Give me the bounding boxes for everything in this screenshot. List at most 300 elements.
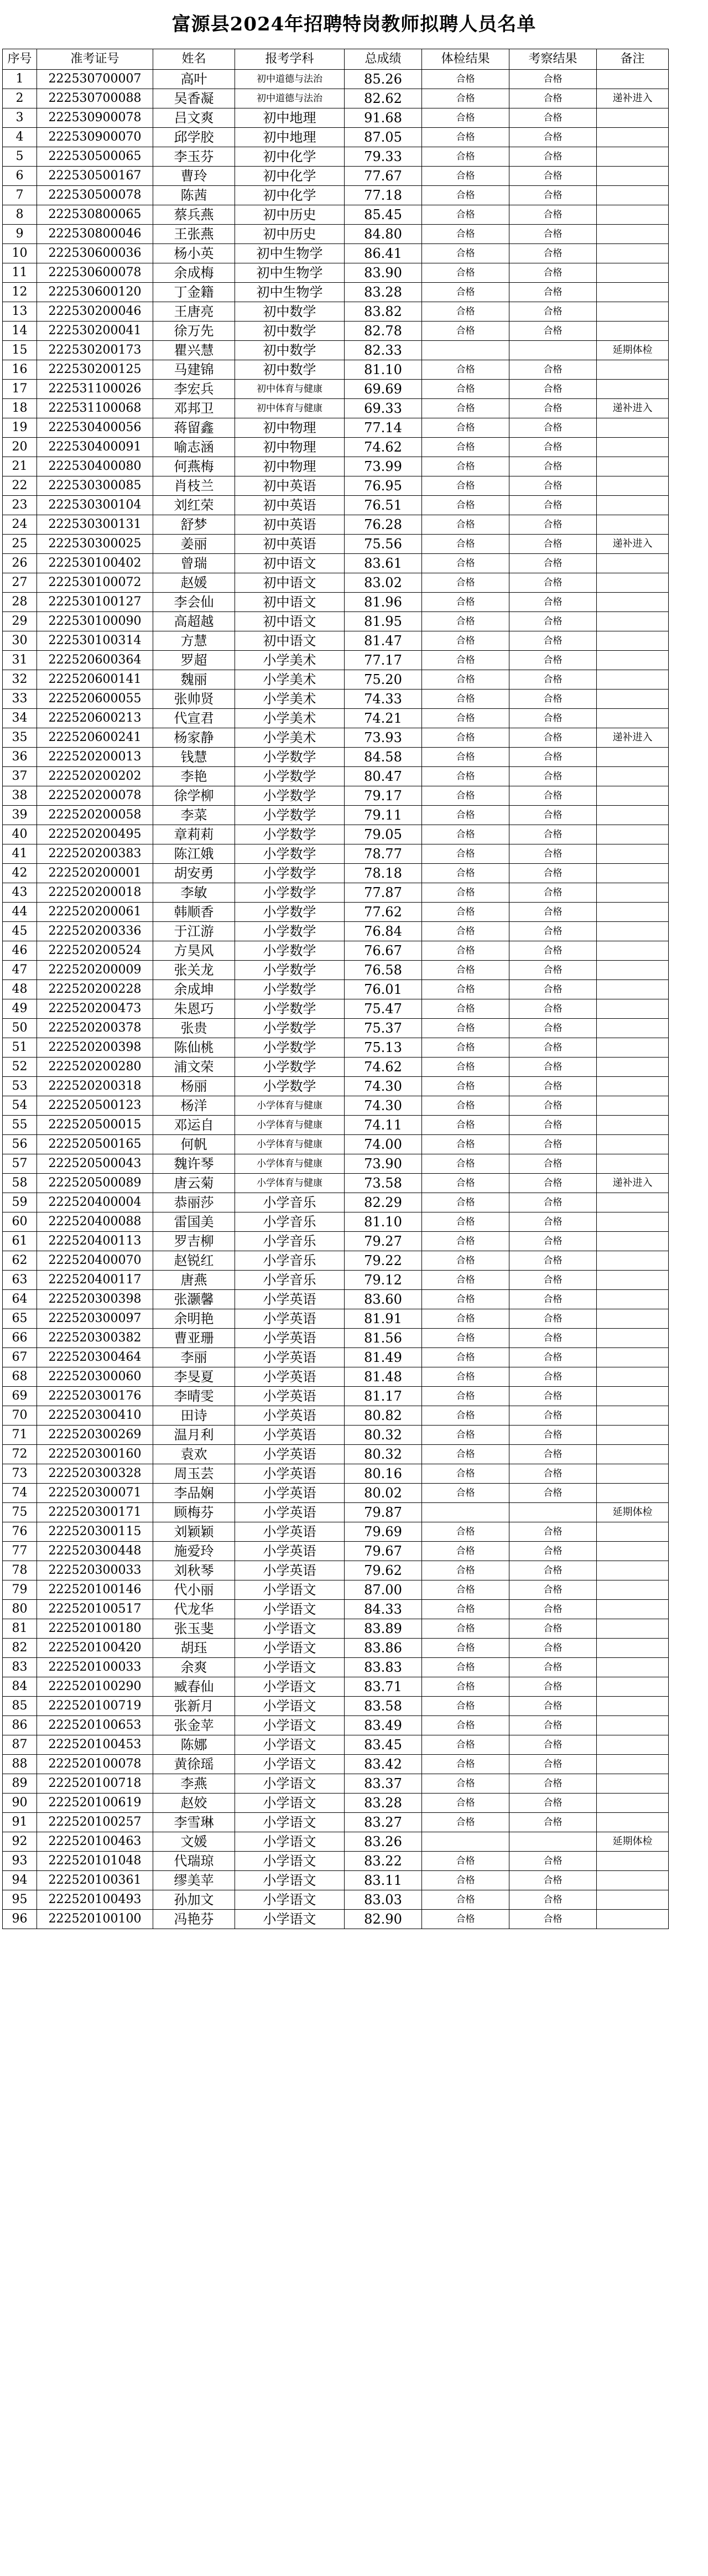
row-score: 80.82: [345, 1406, 422, 1426]
row-remark: [597, 515, 669, 535]
row-subject: 小学英语: [235, 1522, 345, 1542]
row-seq: 77: [3, 1542, 37, 1561]
row-medical-result: 合格: [422, 225, 509, 244]
row-seq: 34: [3, 709, 37, 728]
table-row: [3, 1716, 669, 1735]
row-inspection-result: 合格: [509, 360, 597, 380]
row-subject: 小学数学: [235, 1019, 345, 1038]
row-subject: 小学英语: [235, 1329, 345, 1348]
table-row: [3, 244, 669, 263]
row-exam-id: 222520300410: [37, 1406, 153, 1426]
row-subject: 小学数学: [235, 941, 345, 961]
row-inspection-result: 合格: [509, 1367, 597, 1387]
row-exam-id: 222520600364: [37, 651, 153, 670]
table-row: [3, 1174, 669, 1193]
row-name: 顾梅芬: [153, 1503, 235, 1522]
row-exam-id: 222520200013: [37, 748, 153, 767]
header-row: [3, 49, 669, 70]
row-score: 83.22: [345, 1852, 422, 1871]
row-remark: [597, 1890, 669, 1910]
row-score: 83.90: [345, 263, 422, 283]
row-seq: 14: [3, 322, 37, 341]
row-remark: [597, 360, 669, 380]
row-subject: 初中英语: [235, 476, 345, 496]
row-subject: 小学语文: [235, 1832, 345, 1852]
row-exam-id: 222520200280: [37, 1058, 153, 1077]
row-seq: 92: [3, 1832, 37, 1852]
row-seq: 19: [3, 418, 37, 438]
row-seq: 79: [3, 1580, 37, 1600]
row-exam-id: 222520300382: [37, 1329, 153, 1348]
table-row: [3, 709, 669, 728]
row-seq: 27: [3, 573, 37, 593]
row-score: 74.11: [345, 1116, 422, 1135]
row-score: 91.68: [345, 108, 422, 128]
header-name: 姓名: [153, 49, 235, 70]
row-inspection-result: 合格: [509, 1038, 597, 1058]
row-seq: 60: [3, 1212, 37, 1232]
row-inspection-result: 合格: [509, 1019, 597, 1038]
row-name: 舒梦: [153, 515, 235, 535]
row-seq: 8: [3, 205, 37, 225]
row-medical-result: 合格: [422, 322, 509, 341]
row-seq: 36: [3, 748, 37, 767]
table-row: [3, 1096, 669, 1116]
row-exam-id: 222520300448: [37, 1542, 153, 1561]
header-inspection: 考察结果: [509, 49, 597, 70]
row-inspection-result: 合格: [509, 1251, 597, 1271]
row-medical-result: 合格: [422, 631, 509, 651]
row-inspection-result: 合格: [509, 1658, 597, 1677]
candidate-table: [2, 49, 669, 1929]
row-seq: 87: [3, 1735, 37, 1755]
row-remark: 递补进入: [597, 728, 669, 748]
row-score: 84.58: [345, 748, 422, 767]
row-exam-id: 222520300176: [37, 1387, 153, 1406]
row-medical-result: 合格: [422, 108, 509, 128]
row-medical-result: 合格: [422, 1813, 509, 1832]
row-subject: 初中生物学: [235, 263, 345, 283]
table-row: [3, 1193, 669, 1212]
row-inspection-result: 合格: [509, 1852, 597, 1871]
row-inspection-result: 合格: [509, 1677, 597, 1697]
row-seq: 78: [3, 1561, 37, 1580]
row-subject: 小学语文: [235, 1677, 345, 1697]
row-medical-result: 合格: [422, 1212, 509, 1232]
row-exam-id: 222520300160: [37, 1445, 153, 1464]
row-inspection-result: 合格: [509, 825, 597, 844]
row-remark: [597, 1212, 669, 1232]
row-subject: 小学语文: [235, 1658, 345, 1677]
row-remark: [597, 1464, 669, 1484]
row-score: 83.37: [345, 1774, 422, 1794]
table-row: [3, 883, 669, 903]
row-remark: [597, 1735, 669, 1755]
row-name: 邱学胶: [153, 128, 235, 147]
table-row: [3, 767, 669, 786]
row-score: 83.89: [345, 1619, 422, 1639]
row-inspection-result: 合格: [509, 1174, 597, 1193]
row-subject: 小学数学: [235, 806, 345, 825]
row-score: 81.10: [345, 1212, 422, 1232]
table-row: [3, 341, 669, 360]
row-subject: 初中数学: [235, 322, 345, 341]
row-exam-id: 222520400070: [37, 1251, 153, 1271]
row-exam-id: 222520200495: [37, 825, 153, 844]
row-medical-result: 合格: [422, 1871, 509, 1890]
row-inspection-result: 合格: [509, 903, 597, 922]
table-row: [3, 961, 669, 980]
row-name: 王张燕: [153, 225, 235, 244]
row-exam-id: 222530300085: [37, 476, 153, 496]
row-name: 黄徐瑶: [153, 1755, 235, 1774]
row-exam-id: 222520200378: [37, 1019, 153, 1038]
row-exam-id: 222530500078: [37, 186, 153, 205]
row-seq: 53: [3, 1077, 37, 1096]
row-subject: 小学数学: [235, 903, 345, 922]
row-exam-id: 222530700088: [37, 89, 153, 108]
row-remark: [597, 322, 669, 341]
row-exam-id: 222520100517: [37, 1600, 153, 1619]
row-seq: 31: [3, 651, 37, 670]
row-name: 温月利: [153, 1426, 235, 1445]
row-seq: 52: [3, 1058, 37, 1077]
row-remark: 延期体检: [597, 1503, 669, 1522]
row-medical-result: 合格: [422, 1677, 509, 1697]
row-inspection-result: 合格: [509, 1716, 597, 1735]
row-medical-result: 合格: [422, 1445, 509, 1464]
row-exam-id: 222520200202: [37, 767, 153, 786]
table-row: [3, 1832, 669, 1852]
row-exam-id: 222520100146: [37, 1580, 153, 1600]
row-medical-result: 合格: [422, 302, 509, 322]
row-score: 69.33: [345, 399, 422, 418]
row-score: 83.02: [345, 573, 422, 593]
row-medical-result: 合格: [422, 1910, 509, 1929]
row-medical-result: 合格: [422, 1580, 509, 1600]
row-score: 86.41: [345, 244, 422, 263]
row-medical-result: 合格: [422, 1329, 509, 1348]
table-row: [3, 1387, 669, 1406]
row-name: 臧春仙: [153, 1677, 235, 1697]
row-exam-id: 222520400004: [37, 1193, 153, 1212]
row-exam-id: 222520200001: [37, 864, 153, 883]
row-remark: [597, 205, 669, 225]
table-row: [3, 1677, 669, 1697]
row-subject: 小学数学: [235, 1058, 345, 1077]
row-name: 杨丽: [153, 1077, 235, 1096]
row-inspection-result: 合格: [509, 883, 597, 903]
row-seq: 48: [3, 980, 37, 999]
row-exam-id: 222520100078: [37, 1755, 153, 1774]
row-remark: [597, 380, 669, 399]
row-seq: 25: [3, 535, 37, 554]
row-inspection-result: 合格: [509, 961, 597, 980]
row-name: 李菜: [153, 806, 235, 825]
row-subject: 初中英语: [235, 496, 345, 515]
row-name: 雷国美: [153, 1212, 235, 1232]
row-exam-id: 222520100361: [37, 1871, 153, 1890]
row-score: 73.93: [345, 728, 422, 748]
row-medical-result: 合格: [422, 1019, 509, 1038]
row-medical-result: 合格: [422, 1038, 509, 1058]
row-seq: 28: [3, 593, 37, 612]
row-inspection-result: 合格: [509, 786, 597, 806]
row-medical-result: 合格: [422, 573, 509, 593]
row-subject: 小学音乐: [235, 1212, 345, 1232]
row-score: 75.37: [345, 1019, 422, 1038]
row-subject: 小学英语: [235, 1484, 345, 1503]
row-name: 邓邦卫: [153, 399, 235, 418]
row-medical-result: 合格: [422, 515, 509, 535]
table-row: [3, 1154, 669, 1174]
row-medical-result: 合格: [422, 709, 509, 728]
row-score: 79.33: [345, 147, 422, 167]
row-subject: 小学体育与健康: [235, 1116, 345, 1135]
row-name: 张贵: [153, 1019, 235, 1038]
row-inspection-result: 合格: [509, 1522, 597, 1542]
row-subject: 小学音乐: [235, 1271, 345, 1290]
table-row: [3, 690, 669, 709]
row-subject: 小学语文: [235, 1735, 345, 1755]
row-exam-id: 222520500123: [37, 1096, 153, 1116]
row-remark: [597, 980, 669, 999]
row-score: 82.90: [345, 1910, 422, 1929]
row-remark: [597, 457, 669, 476]
row-seq: 42: [3, 864, 37, 883]
row-inspection-result: 合格: [509, 1774, 597, 1794]
table-row: [3, 748, 669, 767]
row-seq: 39: [3, 806, 37, 825]
row-remark: [597, 476, 669, 496]
row-inspection-result: 合格: [509, 709, 597, 728]
row-seq: 50: [3, 1019, 37, 1038]
row-name: 高叶: [153, 70, 235, 89]
row-seq: 93: [3, 1852, 37, 1871]
row-score: 79.62: [345, 1561, 422, 1580]
row-subject: 初中体育与健康: [235, 399, 345, 418]
row-inspection-result: 合格: [509, 1871, 597, 1890]
table-row: [3, 1406, 669, 1426]
table-row: [3, 167, 669, 186]
row-remark: [597, 690, 669, 709]
row-inspection-result: 合格: [509, 999, 597, 1019]
table-row: [3, 1639, 669, 1658]
row-exam-id: 222530600120: [37, 283, 153, 302]
row-remark: [597, 496, 669, 515]
row-seq: 62: [3, 1251, 37, 1271]
row-score: 82.29: [345, 1193, 422, 1212]
row-seq: 96: [3, 1910, 37, 1929]
table-row: [3, 1852, 669, 1871]
row-subject: 初中道德与法治: [235, 89, 345, 108]
row-name: 张金苹: [153, 1716, 235, 1735]
row-name: 李品娴: [153, 1484, 235, 1503]
row-seq: 20: [3, 438, 37, 457]
row-exam-id: 222530400080: [37, 457, 153, 476]
row-remark: [597, 1600, 669, 1619]
row-score: 81.96: [345, 593, 422, 612]
row-name: 余明艳: [153, 1309, 235, 1329]
row-seq: 13: [3, 302, 37, 322]
row-subject: 小学英语: [235, 1290, 345, 1309]
row-score: 75.47: [345, 999, 422, 1019]
row-seq: 68: [3, 1367, 37, 1387]
table-row: [3, 360, 669, 380]
row-remark: [597, 1871, 669, 1890]
row-remark: [597, 302, 669, 322]
row-score: 77.87: [345, 883, 422, 903]
row-inspection-result: 合格: [509, 167, 597, 186]
table-row: [3, 1367, 669, 1387]
row-name: 方慧: [153, 631, 235, 651]
row-remark: [597, 1910, 669, 1929]
row-name: 唐燕: [153, 1271, 235, 1290]
row-score: 81.48: [345, 1367, 422, 1387]
row-inspection-result: 合格: [509, 1445, 597, 1464]
row-subject: 小学数学: [235, 864, 345, 883]
row-name: 蔡兵燕: [153, 205, 235, 225]
row-subject: 初中语文: [235, 631, 345, 651]
row-remark: [597, 244, 669, 263]
row-exam-id: 222520100180: [37, 1619, 153, 1639]
row-name: 李会仙: [153, 593, 235, 612]
row-score: 77.67: [345, 167, 422, 186]
row-remark: [597, 1426, 669, 1445]
table-row: [3, 1464, 669, 1484]
row-subject: 小学语文: [235, 1852, 345, 1871]
row-name: 曹亚珊: [153, 1329, 235, 1348]
row-remark: 递补进入: [597, 535, 669, 554]
row-inspection-result: 合格: [509, 535, 597, 554]
row-seq: 63: [3, 1271, 37, 1290]
table-row: [3, 806, 669, 825]
row-medical-result: 合格: [422, 1058, 509, 1077]
row-exam-id: 222530200046: [37, 302, 153, 322]
table-row: [3, 1774, 669, 1794]
row-medical-result: 合格: [422, 1890, 509, 1910]
row-score: 74.33: [345, 690, 422, 709]
row-remark: 延期体检: [597, 341, 669, 360]
row-seq: 7: [3, 186, 37, 205]
row-inspection-result: 合格: [509, 1794, 597, 1813]
row-remark: [597, 1813, 669, 1832]
table-row: [3, 1290, 669, 1309]
row-remark: [597, 1697, 669, 1716]
row-score: 83.58: [345, 1697, 422, 1716]
row-remark: [597, 941, 669, 961]
row-score: 83.61: [345, 554, 422, 573]
row-subject: 小学数学: [235, 786, 345, 806]
row-inspection-result: 合格: [509, 922, 597, 941]
row-name: 杨家静: [153, 728, 235, 748]
row-inspection-result: 合格: [509, 1464, 597, 1484]
row-name: 瞿兴慧: [153, 341, 235, 360]
row-name: 施爱玲: [153, 1542, 235, 1561]
row-remark: [597, 1232, 669, 1251]
row-name: 张关龙: [153, 961, 235, 980]
row-remark: [597, 1271, 669, 1290]
row-exam-id: 222520200398: [37, 1038, 153, 1058]
row-seq: 95: [3, 1890, 37, 1910]
header-seq: 序号: [3, 49, 37, 70]
row-score: 76.51: [345, 496, 422, 515]
row-exam-id: 222531100026: [37, 380, 153, 399]
row-score: 79.05: [345, 825, 422, 844]
row-score: 85.45: [345, 205, 422, 225]
row-subject: 小学数学: [235, 980, 345, 999]
row-exam-id: 222530100314: [37, 631, 153, 651]
row-remark: 递补进入: [597, 399, 669, 418]
row-remark: [597, 1755, 669, 1774]
row-score: 82.78: [345, 322, 422, 341]
row-seq: 84: [3, 1677, 37, 1697]
header-medical: 体检结果: [422, 49, 509, 70]
row-name: 代宣君: [153, 709, 235, 728]
table-row: [3, 1755, 669, 1774]
table-row: [3, 1561, 669, 1580]
row-name: 刘红荣: [153, 496, 235, 515]
row-seq: 35: [3, 728, 37, 748]
row-inspection-result: 合格: [509, 593, 597, 612]
row-inspection-result: 合格: [509, 225, 597, 244]
table-row: [3, 1619, 669, 1639]
table-row: [3, 728, 669, 748]
row-name: 章莉莉: [153, 825, 235, 844]
row-inspection-result: 合格: [509, 844, 597, 864]
table-row: [3, 844, 669, 864]
table-row: [3, 1890, 669, 1910]
row-medical-result: 合格: [422, 1290, 509, 1309]
table-row: [3, 1600, 669, 1619]
row-exam-id: 222520100719: [37, 1697, 153, 1716]
row-seq: 23: [3, 496, 37, 515]
row-subject: 小学体育与健康: [235, 1154, 345, 1174]
row-score: 77.14: [345, 418, 422, 438]
row-subject: 小学数学: [235, 825, 345, 844]
row-name: 孙加文: [153, 1890, 235, 1910]
row-inspection-result: 合格: [509, 1542, 597, 1561]
row-inspection-result: 合格: [509, 554, 597, 573]
row-remark: [597, 806, 669, 825]
row-inspection-result: [509, 1503, 597, 1522]
row-score: 82.62: [345, 89, 422, 108]
row-medical-result: 合格: [422, 1716, 509, 1735]
row-seq: 1: [3, 70, 37, 89]
row-remark: 递补进入: [597, 89, 669, 108]
row-seq: 41: [3, 844, 37, 864]
row-exam-id: 222520300033: [37, 1561, 153, 1580]
row-exam-id: 222530300104: [37, 496, 153, 515]
row-seq: 47: [3, 961, 37, 980]
row-medical-result: 合格: [422, 941, 509, 961]
row-subject: 小学语文: [235, 1697, 345, 1716]
row-remark: [597, 1619, 669, 1639]
row-subject: 小学英语: [235, 1348, 345, 1367]
row-subject: 小学数学: [235, 1077, 345, 1096]
row-subject: 初中化学: [235, 186, 345, 205]
row-remark: [597, 167, 669, 186]
table-row: [3, 1077, 669, 1096]
row-subject: 小学语文: [235, 1755, 345, 1774]
row-exam-id: 222530100402: [37, 554, 153, 573]
row-name: 张新月: [153, 1697, 235, 1716]
row-inspection-result: 合格: [509, 690, 597, 709]
row-seq: 24: [3, 515, 37, 535]
row-exam-id: 222520200524: [37, 941, 153, 961]
row-inspection-result: 合格: [509, 89, 597, 108]
row-medical-result: 合格: [422, 1387, 509, 1406]
